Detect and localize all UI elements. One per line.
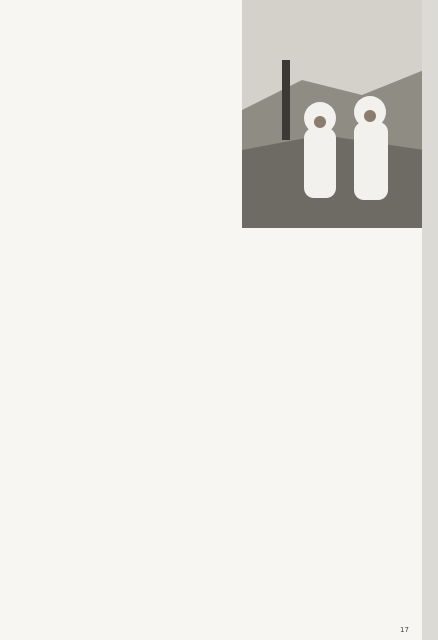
side-strip [422,0,438,640]
photo-nuns [242,0,424,228]
body-text-left-column [50,233,226,623]
photo-caption [240,605,418,627]
nuns-photo-icon [242,0,424,228]
page-number: 17 [400,626,409,634]
body-text-right-column [240,233,418,527]
